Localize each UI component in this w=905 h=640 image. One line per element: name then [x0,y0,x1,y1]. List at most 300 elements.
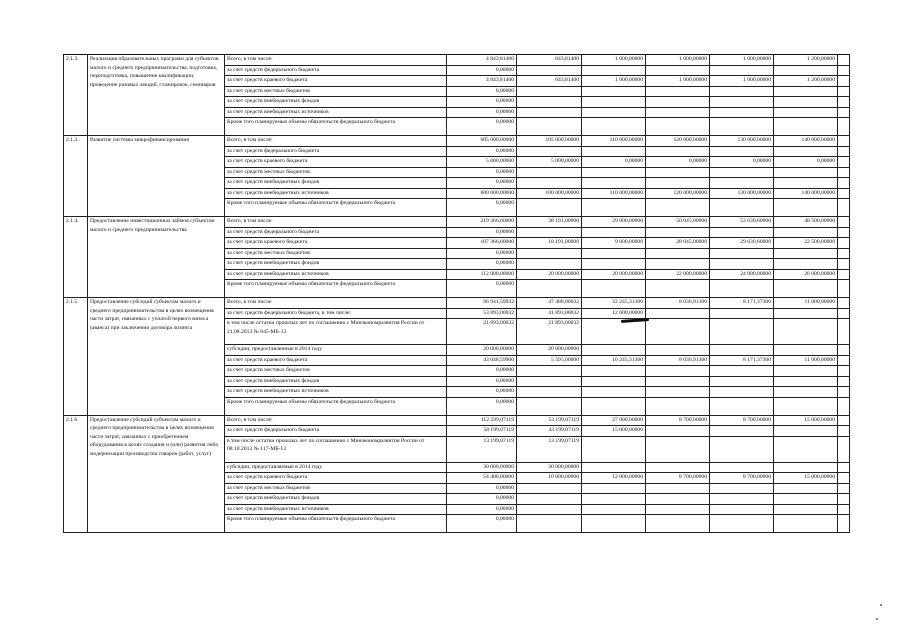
funding-source: Всего, в том числе: [225,136,447,147]
year-value [517,259,582,270]
year-value [582,227,646,238]
total-value: 54 400,00000 [447,473,517,484]
funding-source: за счет средств краевого бюджета [225,473,447,484]
year-value: 0,00000 [646,157,710,168]
year-value [517,167,582,178]
year-value [582,146,646,157]
year-value: 30 000,00000 [517,462,582,473]
year-value [517,107,582,118]
year-value [710,397,774,415]
empty-cell [838,136,850,147]
year-value: 0,00000 [582,157,646,168]
budget-table [63,54,850,533]
year-value [582,167,646,178]
year-value [710,515,774,533]
funding-source: за счет средств краевого бюджета [225,157,447,168]
year-value: 47 488,00032 [517,298,582,309]
empty-cell [838,167,850,178]
empty-cell [838,319,850,345]
year-value [646,167,710,178]
year-value [710,97,774,108]
year-value [710,280,774,298]
section-name: Предоставление субсидий субъектам малого и среднего предпринимательства в целях возмещения части затрат, связанных с приобретением оборудования в целях создания и (или) развития либо модернизации производства товаров (работ, услуг) [88,415,225,533]
year-value: 22 000,00000 [646,269,710,280]
year-value: 15 000,00000 [774,473,838,484]
year-value [646,227,710,238]
year-value [582,280,646,298]
year-value: 1 000,00000 [646,55,710,66]
funding-source: за счет средств федерального бюджета [225,65,447,76]
year-value [774,397,838,415]
funding-source: Кроме того планируемые объемы обязательств федерального бюджета [225,397,447,415]
year-value: 20 000,00000 [517,345,582,356]
total-value: 0,00000 [447,504,517,515]
year-value: 1 000,00000 [582,55,646,66]
total-value: 96 941,59932 [447,298,517,309]
empty-cell [838,436,850,462]
year-value [582,65,646,76]
year-value [774,319,838,345]
year-value [646,308,710,319]
section-name: Предоставление инвестиционных займов субъектам малого и среднего предпринимательства [88,217,225,298]
year-value [582,366,646,377]
funding-source: субсидии, предоставленные в 2014 году [225,345,447,356]
year-value [774,86,838,97]
year-value: 1 000,00000 [582,76,646,87]
funding-source: за счет средств внебюджетных фондов [225,178,447,189]
funding-source: за счет средств внебюджетных фондов [225,376,447,387]
year-value: 8 171,37300 [710,355,774,366]
funding-source: за счет средств внебюджетных источников [225,107,447,118]
year-value: 29 000,00000 [582,217,646,228]
total-value: 219 366,60000 [447,217,517,228]
year-value: 105 000,00000 [517,136,582,147]
empty-cell [838,178,850,189]
year-value: 130 000,00000 [710,188,774,199]
year-value [517,504,582,515]
scan-speck [876,618,878,620]
year-value [517,494,582,505]
year-value [710,366,774,377]
year-value: 8 700,00000 [646,473,710,484]
year-value [517,65,582,76]
empty-cell [838,515,850,533]
section-code: 2.1.6. [64,415,88,533]
funding-source: за счет средств внебюджетных фондов [225,259,447,270]
year-value [710,86,774,97]
total-value: 112 000,00000 [447,269,517,280]
funding-source: за счет средств внебюджетных источников [225,504,447,515]
table-row [64,415,850,426]
year-value: 12 000,00000 [582,473,646,484]
year-value [582,97,646,108]
total-value: 0,00000 [447,178,517,189]
year-value [710,319,774,345]
year-value [646,319,710,345]
section-name: Реализация образовательных программ для субъектов малого и среднего предпринимательства, подготовка, переподготовка, повышение квалификации, проведение разовых лекций, стажировок, семинаров [88,55,225,136]
year-value [582,199,646,217]
year-value: 8 171,37300 [710,298,774,309]
section-code: 2.1.3. [64,55,88,136]
year-value [774,376,838,387]
total-value: 0,00000 [447,259,517,270]
total-value: 0,00000 [447,494,517,505]
empty-cell [838,473,850,484]
year-value: 18 191,00000 [517,238,582,249]
table-row [64,217,850,228]
funding-source: Всего, в том числе: [225,55,447,66]
empty-cell [838,376,850,387]
empty-cell [838,462,850,473]
year-value [646,387,710,398]
total-value: 0,00000 [447,376,517,387]
year-value [517,515,582,533]
empty-cell [838,248,850,259]
year-value [774,167,838,178]
year-value [710,167,774,178]
year-value: 20 000,00000 [582,269,646,280]
year-value: 24 000,00000 [710,269,774,280]
empty-cell [838,259,850,270]
section-name: Развитие системы микрофинансирования [88,136,225,217]
total-value: 0,00000 [447,86,517,97]
year-value [710,118,774,136]
year-value: 53 630,60000 [710,217,774,228]
funding-source: за счет средств местных бюджетов [225,366,447,377]
year-value [710,462,774,473]
total-value: 0,00000 [447,97,517,108]
total-value: 600 000,00000 [447,188,517,199]
year-value [646,280,710,298]
year-value [517,397,582,415]
total-value: 0,00000 [447,515,517,533]
year-value [774,118,838,136]
year-value [646,259,710,270]
table-row [64,298,850,309]
total-value: 58 199,07119 [447,426,517,437]
year-value [582,515,646,533]
funding-source: за счет средств краевого бюджета [225,76,447,87]
year-value [517,483,582,494]
year-value: 50 045,00000 [646,217,710,228]
year-value [582,118,646,136]
empty-cell [838,76,850,87]
funding-source: Всего, в том числе: [225,415,447,426]
year-value [774,515,838,533]
year-value [710,259,774,270]
year-value: 13 199,07119 [517,436,582,462]
year-value [646,97,710,108]
year-value: 10 245,31300 [582,355,646,366]
year-value [646,426,710,437]
year-value [774,280,838,298]
year-value: 0,00000 [710,157,774,168]
empty-cell [838,308,850,319]
total-value: 0,00000 [447,227,517,238]
year-value [646,504,710,515]
year-value: 130 000,00000 [710,136,774,147]
year-value [646,118,710,136]
total-value: 0,00000 [447,118,517,136]
year-value: 9 000,00000 [582,238,646,249]
total-value: 13 199,07119 [447,436,517,462]
funding-source: за счет средств федерального бюджета [225,227,447,238]
total-value: 112 599,07119 [447,415,517,426]
total-value: 0,00000 [447,146,517,157]
total-value: 0,00000 [447,397,517,415]
year-value: 27 000,00000 [582,415,646,426]
year-value [517,280,582,298]
year-value [646,146,710,157]
year-value: 1 200,00000 [774,55,838,66]
year-value [774,107,838,118]
year-value: 11 000,00000 [774,298,838,309]
year-value [646,515,710,533]
empty-cell [838,217,850,228]
empty-cell [838,366,850,377]
total-value: 0,00000 [447,387,517,398]
empty-cell [838,157,850,168]
year-value [646,483,710,494]
year-value [710,107,774,118]
year-value [774,345,838,356]
empty-cell [838,188,850,199]
year-value: 140 000,00000 [774,136,838,147]
year-value [710,178,774,189]
year-value [710,146,774,157]
year-value [646,86,710,97]
year-value: 8 700,00000 [710,473,774,484]
empty-cell [838,280,850,298]
year-value [774,178,838,189]
section-name: Предоставление субсидий субъектам малого и среднего предпринимательства в целях возмещения части затрат, связанных с уплатой первого взноса (аванса) при заключении договора лизинга [88,298,225,416]
year-value [774,308,838,319]
total-value: 5 000,00000 [447,157,517,168]
total-value: 0,00000 [447,248,517,259]
funding-source: за счет средств местных бюджетов [225,167,447,178]
year-value: 22 500,00000 [774,238,838,249]
year-value [582,387,646,398]
year-value: 8 036,91300 [646,355,710,366]
year-value: 1 200,00000 [774,76,838,87]
year-value [774,366,838,377]
year-value [582,504,646,515]
year-value [517,387,582,398]
year-value [582,462,646,473]
year-value: 10 000,00000 [517,473,582,484]
year-value: 1 000,00000 [710,76,774,87]
year-value [774,387,838,398]
year-value: 20 000,00000 [517,269,582,280]
empty-cell [838,397,850,415]
year-value [774,483,838,494]
year-value [646,366,710,377]
year-value [582,86,646,97]
funding-source: в том числе остатки прошлых лет по соглашению с Минэкономразвития России от 21.08.2013 № 045-МБ-13 [225,319,447,345]
empty-cell [838,426,850,437]
year-value: 29 630,60000 [710,238,774,249]
year-value [646,436,710,462]
funding-source: Кроме того планируемые объемы обязательств федерального бюджета [225,515,447,533]
total-value: 4 843,81400 [447,76,517,87]
year-value [582,494,646,505]
year-value: 11 000,00000 [774,355,838,366]
funding-source: за счет средств местных бюджетов [225,248,447,259]
year-value [646,199,710,217]
year-value [710,483,774,494]
year-value [774,436,838,462]
total-value: 0,00000 [447,199,517,217]
empty-cell [838,118,850,136]
empty-cell [838,97,850,108]
year-value: 5 595,00000 [517,355,582,366]
year-value [774,146,838,157]
year-value [582,178,646,189]
year-value [517,376,582,387]
empty-cell [838,387,850,398]
year-value [710,494,774,505]
total-value: 53 893,00032 [447,308,517,319]
total-value: 0,00000 [447,167,517,178]
year-value [710,227,774,238]
total-value: 107 366,60000 [447,238,517,249]
empty-cell [838,227,850,238]
year-value: 12 000,00000 [582,308,646,319]
year-value: 110 000,00000 [582,188,646,199]
year-value [774,494,838,505]
funding-source: Кроме того планируемые объемы обязательств федерального бюджета [225,118,447,136]
total-value: 30 000,00000 [447,462,517,473]
year-value: 140 000,00000 [774,188,838,199]
year-value: 0,00000 [774,157,838,168]
year-value: 8 036,91300 [646,298,710,309]
year-value [774,504,838,515]
year-value: 21 893,00032 [517,319,582,345]
year-value [582,376,646,387]
year-value: 110 000,00000 [582,136,646,147]
year-value [774,426,838,437]
funding-source: за счет средств местных бюджетов [225,483,447,494]
funding-source: за счет средств внебюджетных фондов [225,494,447,505]
year-value [582,397,646,415]
table-row [64,136,850,147]
funding-source: за счет средств внебюджетных источников [225,387,447,398]
year-value [582,345,646,356]
year-value [710,504,774,515]
empty-cell [838,238,850,249]
year-value [517,248,582,259]
empty-cell [838,199,850,217]
empty-cell [838,483,850,494]
empty-cell [838,65,850,76]
year-value [517,178,582,189]
empty-cell [838,269,850,280]
year-value: 1 000,00000 [710,55,774,66]
funding-source: в том числе остатки прошлых лет по соглашению с Минэкономразвития России от 08.10.2013 № 117-МБ-13 [225,436,447,462]
year-value [646,178,710,189]
funding-source: субсидии, предоставляемые в 2014 году [225,462,447,473]
year-value [710,65,774,76]
total-value: 4 843,81400 [447,55,517,66]
year-value: 643,81400 [517,55,582,66]
year-value [517,146,582,157]
empty-cell [838,86,850,97]
table-row [64,55,850,66]
year-value [646,345,710,356]
year-value [774,259,838,270]
total-value: 0,00000 [447,107,517,118]
year-value [582,436,646,462]
year-value: 15 000,00000 [582,426,646,437]
total-value: 605 000,00000 [447,136,517,147]
section-code: 2.1.4. [64,217,88,298]
total-value: 0,00000 [447,65,517,76]
year-value [517,199,582,217]
total-value: 43 048,59900 [447,355,517,366]
year-value [646,65,710,76]
year-value [710,248,774,259]
empty-cell [838,146,850,157]
year-value: 26 000,00000 [774,269,838,280]
total-value: 21 893,00032 [447,319,517,345]
year-value [774,227,838,238]
year-value [517,118,582,136]
year-value: 15 000,00000 [774,415,838,426]
empty-cell [838,504,850,515]
year-value [582,248,646,259]
year-value [774,65,838,76]
year-value: 100 000,00000 [517,188,582,199]
year-value [646,397,710,415]
year-value [646,376,710,387]
year-value [710,426,774,437]
year-value: 8 700,00000 [646,415,710,426]
empty-cell [838,107,850,118]
funding-source: за счет средств федерального бюджета [225,146,447,157]
year-value [582,259,646,270]
year-value [774,97,838,108]
total-value: 20 000,00000 [447,345,517,356]
year-value [646,248,710,259]
year-value [710,387,774,398]
year-value: 5 000,00000 [517,157,582,168]
year-value [517,366,582,377]
empty-cell [838,494,850,505]
year-value [774,462,838,473]
year-value: 53 199,07119 [517,415,582,426]
empty-cell [838,55,850,66]
funding-source: Всего, в том числе: [225,298,447,309]
year-value: 43 199,07119 [517,426,582,437]
year-value: 120 000,00000 [646,136,710,147]
year-value [646,494,710,505]
funding-source: Кроме того планируемые объемы обязательств федерального бюджета [225,199,447,217]
year-value: 8 700,00000 [710,415,774,426]
funding-source: за счет средств краевого бюджета [225,238,447,249]
funding-source: за счет средств внебюджетных фондов [225,97,447,108]
year-value [710,308,774,319]
year-value [710,376,774,387]
empty-cell [838,355,850,366]
funding-source: за счет средств внебюджетных источников [225,188,447,199]
total-value: 0,00000 [447,366,517,377]
funding-source: за счет средств местных бюджетов [225,86,447,97]
section-code: 2.1.3. [64,136,88,217]
year-value [582,483,646,494]
empty-cell [838,298,850,309]
funding-source: за счет средств внебюджетных источников [225,269,447,280]
funding-source: за счет средств федерального бюджета [225,426,447,437]
